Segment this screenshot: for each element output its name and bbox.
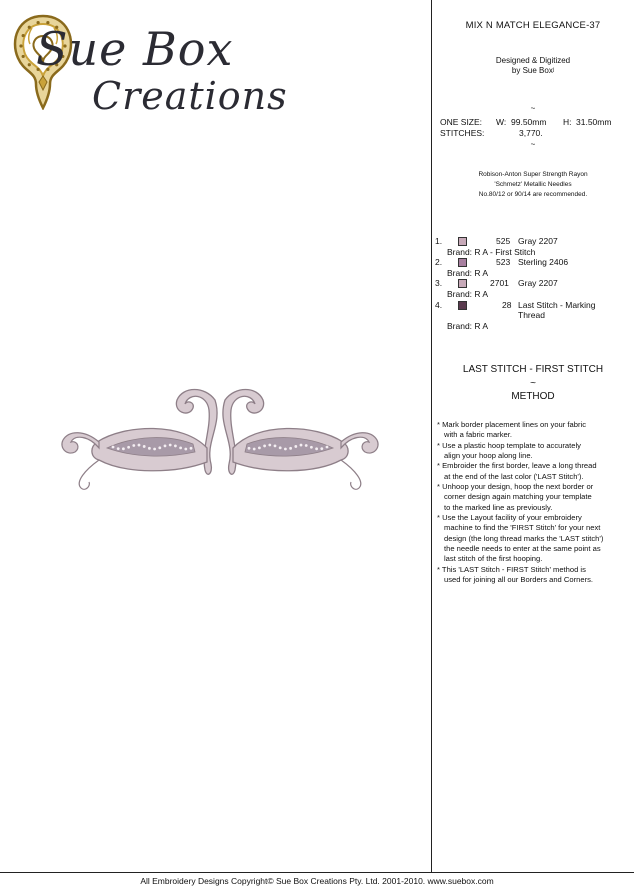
- scroll-border-design-icon: [55, 378, 385, 498]
- color-code: 28: [502, 300, 512, 310]
- color-code: 2701: [490, 278, 509, 288]
- copyright-footer: All Embroidery Designs Copyright© Sue Box Creations Pty. Ltd. 2001-2010. www.suebox.com: [140, 876, 494, 886]
- method-step-line: the needle needs to enter at the same point as: [444, 544, 601, 554]
- method-step: [437, 461, 632, 482]
- method-step-line: * Use the Layout facility of your embroidery: [437, 513, 582, 523]
- color-brand: Brand: R A: [447, 268, 489, 278]
- method-step-line: at the end of the last color ('LAST Stitch').: [444, 471, 584, 481]
- color-number: 1.: [435, 236, 443, 246]
- method-step-line: corner design again matching your template: [444, 492, 592, 502]
- method-step: [437, 420, 632, 441]
- color-row: [432, 300, 634, 320]
- thread-line-3: No.80/12 or 90/14 are recommended.: [478, 191, 588, 198]
- method-step-line: last stitch of the first hooping.: [444, 554, 543, 564]
- method-step-line: design (the long thread marks the 'LAST stitch'): [444, 533, 604, 543]
- color-name: Gray 2207: [518, 278, 558, 288]
- logo: [8, 10, 288, 118]
- tilde-separator: ~: [530, 140, 536, 149]
- design-info-panel: [432, 0, 634, 872]
- method-step-line: * This 'LAST Stitch - FIRST Stitch' method is: [437, 564, 586, 574]
- method-step-line: * Embroider the first border, leave a long thread: [437, 461, 597, 471]
- size-label: ONE SIZE:: [440, 117, 483, 127]
- method-step-line: * Mark border placement lines on your fabric: [437, 420, 586, 429]
- color-brand: Brand: R A: [447, 289, 489, 299]
- tilde-separator: ~: [530, 104, 536, 113]
- color-brand: Brand: R A: [447, 321, 489, 331]
- color-name: Last Stitch - Marking: [518, 300, 596, 310]
- height-label: H:: [563, 117, 572, 127]
- method-heading: METHOD: [511, 391, 555, 402]
- method-step-line: machine to find the 'FIRST Stitch' for your next: [444, 523, 601, 533]
- color-brand: Brand: R A - First Stitch: [447, 247, 536, 257]
- method-step: [437, 441, 632, 462]
- design-title: MIX N MATCH ELEGANCE-37: [465, 20, 601, 31]
- logo-line-1: Sue Box: [36, 22, 234, 76]
- height-value: 31.50mm: [576, 117, 612, 127]
- color-swatch: [458, 279, 467, 288]
- thread-line-2: 'Schmetz' Metallic Needles: [494, 181, 572, 188]
- method-step: [437, 482, 632, 513]
- designer-line-1: Designed & Digitized: [495, 56, 571, 65]
- method-tilde: ~: [530, 378, 536, 389]
- color-name-cont: Thread: [518, 310, 545, 320]
- stitches-value: 3,770.: [519, 128, 543, 138]
- color-name: Sterling 2406: [518, 257, 569, 267]
- method-step-line: to the marked line as previously.: [444, 502, 553, 512]
- logo-line-2: Creations: [92, 74, 288, 118]
- color-swatch: [458, 301, 467, 310]
- width-value: 99.50mm: [511, 117, 547, 127]
- method-step: [437, 513, 632, 565]
- method-step-line: * Unhoop your design, hoop the next border or: [437, 482, 594, 492]
- embroidery-design-preview: [55, 378, 385, 498]
- color-swatch: [458, 237, 467, 246]
- method-title: LAST STITCH - FIRST STITCH: [462, 364, 604, 375]
- color-code: 523: [496, 257, 511, 267]
- color-number: 4.: [435, 300, 443, 310]
- method-step-line: used for joining all our Borders and Corners.: [444, 575, 594, 585]
- footer-divider: [0, 872, 634, 873]
- color-swatch: [458, 258, 467, 267]
- thread-recommendation: [432, 170, 634, 200]
- method-step-line: align your hoop along line.: [444, 451, 533, 461]
- stitches-label: STITCHES:: [440, 128, 485, 138]
- method-step-line: * Use a plastic hoop template to accurately: [437, 440, 581, 450]
- color-number: 2.: [435, 257, 443, 267]
- designer-line-2: by Sue Boxʲ: [511, 66, 555, 75]
- color-name: Gray 2207: [518, 236, 558, 246]
- color-code: 525: [496, 236, 511, 246]
- thread-line-1: Robison-Anton Super Strength Rayon: [478, 171, 588, 178]
- designer-credit: [432, 56, 634, 76]
- method-steps: [437, 420, 632, 586]
- color-number: 3.: [435, 278, 443, 288]
- method-step-line: with a fabric marker.: [444, 430, 512, 440]
- width-label: W:: [496, 117, 507, 127]
- method-step: [437, 565, 632, 586]
